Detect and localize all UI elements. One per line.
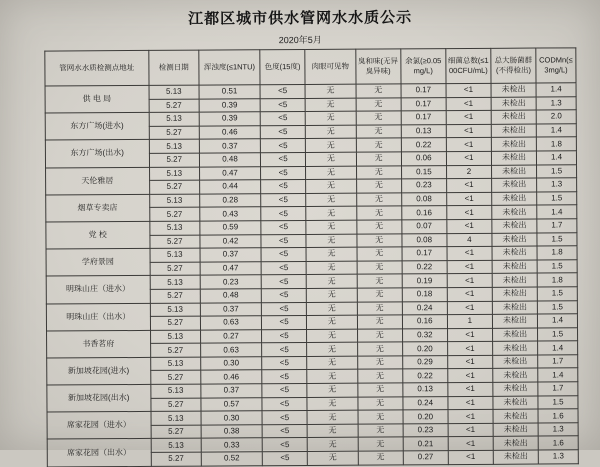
value-cell: 无 (357, 233, 402, 247)
value-cell: 1.5 (537, 300, 577, 314)
value-cell: 无 (357, 247, 402, 261)
value-cell: 5.27 (150, 289, 201, 303)
table-body (45, 83, 578, 467)
value-cell: 未检出 (492, 314, 537, 328)
value-cell: 未检出 (492, 233, 537, 247)
value-cell: 1.5 (538, 327, 578, 341)
value-cell: <5 (262, 424, 307, 438)
value-cell: 未检出 (493, 369, 538, 383)
value-cell: 0.07 (402, 220, 447, 234)
value-cell: <5 (262, 451, 307, 465)
value-cell: 0.27 (403, 451, 448, 465)
value-cell: <1 (446, 151, 491, 165)
value-cell: 5.27 (149, 235, 200, 249)
value-cell: 5.13 (149, 167, 200, 181)
water-quality-table (44, 47, 579, 467)
value-cell: 无 (307, 451, 358, 465)
value-cell: 1.5 (537, 260, 577, 274)
value-cell: 0.18 (402, 288, 447, 302)
value-cell: <1 (448, 355, 493, 369)
value-cell: 1.5 (537, 232, 577, 246)
value-cell: 5.27 (149, 207, 200, 221)
value-cell: <1 (448, 410, 493, 424)
value-cell: <5 (260, 98, 305, 112)
value-cell: 1 (447, 314, 492, 328)
value-cell: 0.43 (200, 207, 261, 221)
value-cell: 2 (446, 165, 491, 179)
value-cell: 0.47 (200, 166, 261, 180)
value-cell: <5 (260, 112, 305, 126)
value-cell: <1 (447, 219, 492, 233)
value-cell: 0.13 (401, 124, 446, 138)
value-cell: 5.13 (151, 439, 202, 453)
value-cell: 5.13 (150, 303, 201, 317)
value-cell: 5.13 (149, 194, 200, 208)
value-cell: <5 (261, 234, 306, 248)
value-cell: <5 (261, 302, 306, 316)
value-cell: 0.44 (200, 180, 261, 194)
value-cell: 1.5 (537, 164, 577, 178)
value-cell: 无 (307, 410, 358, 424)
value-cell: 0.28 (200, 193, 261, 207)
value-cell: 0.39 (199, 112, 260, 126)
value-cell: <5 (261, 220, 306, 234)
value-cell: 0.20 (402, 342, 447, 356)
value-cell: 1.4 (538, 314, 578, 328)
value-cell: 0.33 (201, 438, 262, 452)
value-cell: 5.27 (149, 99, 200, 113)
value-cell: 未检出 (493, 423, 538, 437)
value-cell: <1 (448, 396, 493, 410)
value-cell: 0.24 (402, 301, 447, 315)
value-cell: 无 (306, 152, 357, 166)
value-cell: 5.27 (150, 316, 201, 330)
value-cell: 0.29 (402, 355, 447, 369)
column-header: 浑浊度(≤1NTU) (199, 50, 260, 85)
value-cell: 无 (357, 288, 402, 302)
value-cell: 0.22 (402, 260, 447, 274)
value-cell: <5 (260, 139, 305, 153)
value-cell: 无 (358, 397, 403, 411)
value-cell: 5.27 (150, 343, 201, 357)
value-cell: 无 (356, 97, 401, 111)
value-cell: 无 (356, 152, 401, 166)
value-cell: 0.47 (200, 261, 261, 275)
value-cell: 未检出 (491, 137, 536, 151)
value-cell: <1 (446, 111, 491, 125)
value-cell: 5.27 (149, 153, 200, 167)
value-cell: 5.27 (150, 262, 201, 276)
value-cell: 0.24 (403, 396, 448, 410)
value-cell: 5.27 (150, 371, 201, 385)
value-cell: 未检出 (491, 110, 536, 124)
value-cell: 无 (358, 451, 403, 465)
value-cell: 未检出 (492, 260, 537, 274)
value-cell: <1 (447, 301, 492, 315)
value-cell: 1.4 (536, 83, 576, 97)
value-cell: 5.13 (150, 275, 201, 289)
value-cell: <5 (262, 397, 307, 411)
column-header: 色度(15度) (260, 49, 305, 84)
value-cell: 5.27 (149, 126, 200, 140)
value-cell: 0.15 (401, 165, 446, 179)
value-cell: 0.57 (201, 397, 262, 411)
value-cell: 0.37 (201, 384, 262, 398)
value-cell: 0.46 (201, 370, 262, 384)
value-cell: 无 (306, 234, 357, 248)
value-cell: 0.06 (401, 152, 446, 166)
value-cell: 无 (307, 342, 358, 356)
value-cell: 未检出 (491, 165, 536, 179)
column-header: 余氯(≥0.05mg/L) (401, 49, 446, 84)
value-cell: 1.3 (538, 423, 578, 437)
value-cell: 无 (357, 315, 402, 329)
value-cell: 无 (358, 437, 403, 451)
location-cell: 学府景园 (46, 249, 150, 277)
value-cell: 无 (357, 274, 402, 288)
value-cell: 0.23 (403, 423, 448, 437)
value-cell: 0.21 (403, 437, 448, 451)
value-cell: 未检出 (492, 219, 537, 233)
value-cell: 无 (307, 329, 358, 343)
value-cell: 0.37 (200, 302, 261, 316)
value-cell: 0.16 (401, 206, 446, 220)
value-cell: 0.51 (199, 85, 260, 99)
value-cell: 0.08 (401, 192, 446, 206)
value-cell: 未检出 (491, 97, 536, 111)
location-cell: 烟草专卖店 (46, 194, 150, 222)
value-cell: <5 (260, 125, 305, 139)
value-cell: 0.17 (402, 247, 447, 261)
value-cell: 0.46 (199, 126, 260, 140)
location-cell: 党 校 (46, 221, 150, 249)
value-cell: 0.20 (403, 410, 448, 424)
page-subtitle: 2020年5月 (278, 34, 322, 46)
value-cell: 未检出 (492, 192, 537, 206)
value-cell: <5 (262, 329, 307, 343)
value-cell: 5.13 (149, 85, 200, 99)
value-cell: 未检出 (493, 341, 538, 355)
value-cell: <5 (261, 166, 306, 180)
value-cell: 4 (447, 233, 492, 247)
value-cell: 无 (305, 84, 356, 98)
value-cell: 未检出 (493, 382, 538, 396)
value-cell: 无 (306, 247, 357, 261)
value-cell: 1.3 (536, 96, 576, 110)
value-cell: <5 (262, 438, 307, 452)
value-cell: <1 (448, 423, 493, 437)
value-cell: 无 (306, 261, 357, 275)
value-cell: <5 (261, 207, 306, 221)
value-cell: 无 (306, 193, 357, 207)
value-cell: 1.3 (538, 450, 578, 464)
value-cell: 无 (307, 438, 358, 452)
value-cell: 无 (356, 125, 401, 139)
value-cell: 1.4 (537, 151, 577, 165)
column-header: 管网水水质检测点地址 (45, 50, 149, 86)
value-cell: <1 (447, 192, 492, 206)
column-header: 细菌总数(≤100CFU/mL) (446, 48, 491, 83)
value-cell: 未检出 (492, 287, 537, 301)
value-cell: 1.4 (537, 205, 577, 219)
value-cell: <1 (447, 287, 492, 301)
value-cell: 0.30 (201, 411, 262, 425)
value-cell: 0.59 (200, 221, 261, 235)
value-cell: 无 (306, 274, 357, 288)
value-cell: 无 (307, 370, 358, 384)
value-cell: 1.6 (538, 436, 578, 450)
value-cell: <1 (448, 369, 493, 383)
value-cell: 0.52 (201, 452, 262, 466)
value-cell: <1 (448, 382, 493, 396)
column-header: 总大肠菌群(不得检出) (491, 48, 536, 83)
value-cell: 无 (307, 356, 358, 370)
value-cell: 无 (357, 369, 402, 383)
location-cell: 新加坡花园(进水) (47, 357, 151, 385)
location-cell: 席家花园（进水） (47, 412, 151, 440)
column-header: 肉眼可见物 (305, 49, 356, 84)
value-cell: 无 (356, 111, 401, 125)
value-cell: <5 (260, 152, 305, 166)
location-cell: 东方广场(进水) (45, 113, 149, 141)
value-cell: 0.42 (200, 234, 261, 248)
value-cell: 未检出 (493, 396, 538, 410)
value-cell: 无 (358, 424, 403, 438)
value-cell: 1.5 (537, 192, 577, 206)
value-cell: 无 (307, 397, 358, 411)
value-cell: 0.38 (201, 425, 262, 439)
value-cell: 无 (356, 206, 401, 220)
value-cell: 未检出 (491, 124, 536, 138)
value-cell: 0.37 (200, 248, 261, 262)
value-cell: 5.27 (151, 425, 202, 439)
value-cell: <5 (261, 248, 306, 262)
value-cell: 1.5 (538, 395, 578, 409)
value-cell: 未检出 (492, 178, 537, 192)
value-cell: <1 (448, 450, 493, 464)
value-cell: 1.8 (537, 273, 577, 287)
value-cell: 1.5 (537, 287, 577, 301)
value-cell: 未检出 (492, 205, 537, 219)
value-cell: 无 (357, 301, 402, 315)
value-cell: 无 (305, 111, 356, 125)
value-cell: <5 (261, 316, 306, 330)
value-cell: 1.8 (536, 137, 576, 151)
value-cell: <5 (262, 370, 307, 384)
value-cell: 1.4 (538, 368, 578, 382)
location-cell: 天伦雅居 (46, 167, 150, 195)
value-cell: 无 (356, 138, 401, 152)
value-cell: 无 (306, 166, 357, 180)
value-cell: 未检出 (492, 273, 537, 287)
value-cell: 5.13 (150, 357, 201, 371)
value-cell: <5 (262, 411, 307, 425)
value-cell: 2.0 (536, 110, 576, 124)
value-cell: <1 (446, 83, 491, 97)
value-cell: 未检出 (493, 355, 538, 369)
value-cell: 1.4 (536, 124, 576, 138)
value-cell: 0.30 (201, 357, 262, 371)
value-cell: 未检出 (492, 301, 537, 315)
value-cell: 未检出 (493, 436, 538, 450)
value-cell: 无 (356, 165, 401, 179)
value-cell: 0.48 (200, 289, 261, 303)
location-cell: 书香茗府 (47, 330, 151, 358)
value-cell: <5 (261, 288, 306, 302)
value-cell: 无 (307, 424, 358, 438)
value-cell: 未检出 (493, 409, 538, 423)
value-cell: 1.8 (537, 246, 577, 260)
value-cell: 无 (357, 261, 402, 275)
value-cell: 5.27 (150, 398, 201, 412)
value-cell: <1 (446, 138, 491, 152)
value-cell: 无 (306, 288, 357, 302)
value-cell: 0.13 (403, 383, 448, 397)
value-cell: 1.7 (538, 355, 578, 369)
column-header: CODMn(≤3mg/L) (536, 48, 576, 83)
value-cell: 0.39 (199, 98, 260, 112)
value-cell: 5.13 (149, 221, 200, 235)
value-cell: 5.13 (150, 384, 201, 398)
value-cell: <1 (448, 437, 493, 451)
value-cell: 1.4 (538, 341, 578, 355)
value-cell: 0.22 (402, 369, 447, 383)
value-cell: 0.63 (201, 343, 262, 357)
value-cell: 无 (356, 220, 401, 234)
value-cell: 1.3 (537, 178, 577, 192)
value-cell: 0.37 (199, 139, 260, 153)
location-cell: 明珠山庄（出水） (46, 303, 150, 331)
value-cell: <5 (262, 356, 307, 370)
value-cell: 1.7 (538, 382, 578, 396)
value-cell: 0.63 (200, 316, 261, 330)
value-cell: 未检出 (492, 328, 537, 342)
value-cell: <1 (447, 342, 492, 356)
value-cell: <1 (446, 97, 491, 111)
value-cell: <1 (446, 124, 491, 138)
value-cell: 无 (357, 329, 402, 343)
value-cell: 0.17 (401, 97, 446, 111)
value-cell: 未检出 (493, 450, 538, 464)
value-cell: 无 (307, 302, 358, 316)
value-cell: 无 (305, 125, 356, 139)
value-cell: 未检出 (491, 151, 536, 165)
value-cell: 1.7 (537, 219, 577, 233)
location-cell: 供 电 局 (45, 85, 149, 113)
header-row (45, 48, 576, 86)
value-cell: 0.19 (402, 274, 447, 288)
value-cell: <5 (261, 193, 306, 207)
value-cell: <5 (261, 275, 306, 289)
value-cell: <1 (447, 328, 492, 342)
value-cell: <1 (447, 206, 492, 220)
value-cell: 5.13 (150, 248, 201, 262)
value-cell: <1 (446, 178, 491, 192)
value-cell: 0.16 (402, 315, 447, 329)
value-cell: 未检出 (491, 83, 536, 97)
value-cell: 无 (307, 315, 358, 329)
value-cell: 无 (306, 139, 357, 153)
value-cell: <5 (260, 84, 305, 98)
value-cell: 无 (356, 193, 401, 207)
value-cell: 无 (305, 98, 356, 112)
column-header: 检测日期 (148, 50, 199, 85)
value-cell: 无 (356, 179, 401, 193)
value-cell: <5 (261, 180, 306, 194)
value-cell: <1 (447, 260, 492, 274)
location-cell: 明珠山庄（进水） (46, 276, 150, 304)
value-cell: 0.08 (402, 233, 447, 247)
value-cell: 0.17 (401, 111, 446, 125)
value-cell: 无 (356, 84, 401, 98)
value-cell: 0.23 (200, 275, 261, 289)
location-cell: 新加坡花园(出水) (47, 384, 151, 412)
value-cell: 5.13 (149, 112, 200, 126)
location-cell: 东方广场(出水) (45, 140, 149, 168)
value-cell: 5.13 (151, 411, 202, 425)
value-cell: 无 (306, 207, 357, 221)
value-cell: 0.23 (401, 179, 446, 193)
value-cell: 未检出 (492, 246, 537, 260)
column-header: 臭和味(无异臭异味) (355, 49, 400, 84)
value-cell: 5.27 (151, 452, 202, 466)
value-cell: 5.13 (149, 139, 200, 153)
value-cell: 5.27 (149, 180, 200, 194)
value-cell: 无 (357, 383, 402, 397)
value-cell: 无 (357, 342, 402, 356)
value-cell: 0.27 (200, 329, 261, 343)
value-cell: <1 (447, 274, 492, 288)
value-cell: 0.48 (199, 153, 260, 167)
value-cell: 无 (358, 410, 403, 424)
value-cell: 0.17 (401, 84, 446, 98)
value-cell: <5 (261, 261, 306, 275)
value-cell: <5 (262, 343, 307, 357)
value-cell: <5 (262, 384, 307, 398)
value-cell: 无 (357, 356, 402, 370)
value-cell: 无 (306, 179, 357, 193)
value-cell: 5.13 (150, 330, 201, 344)
value-cell: 无 (306, 220, 357, 234)
value-cell: 0.22 (401, 138, 446, 152)
value-cell: 0.32 (402, 328, 447, 342)
value-cell: <1 (447, 246, 492, 260)
location-cell: 席家花园（出水） (47, 439, 151, 467)
value-cell: 1.6 (538, 409, 578, 423)
value-cell: 无 (307, 383, 358, 397)
page-title: 江都区城市供水管网水水质公示 (188, 9, 413, 28)
